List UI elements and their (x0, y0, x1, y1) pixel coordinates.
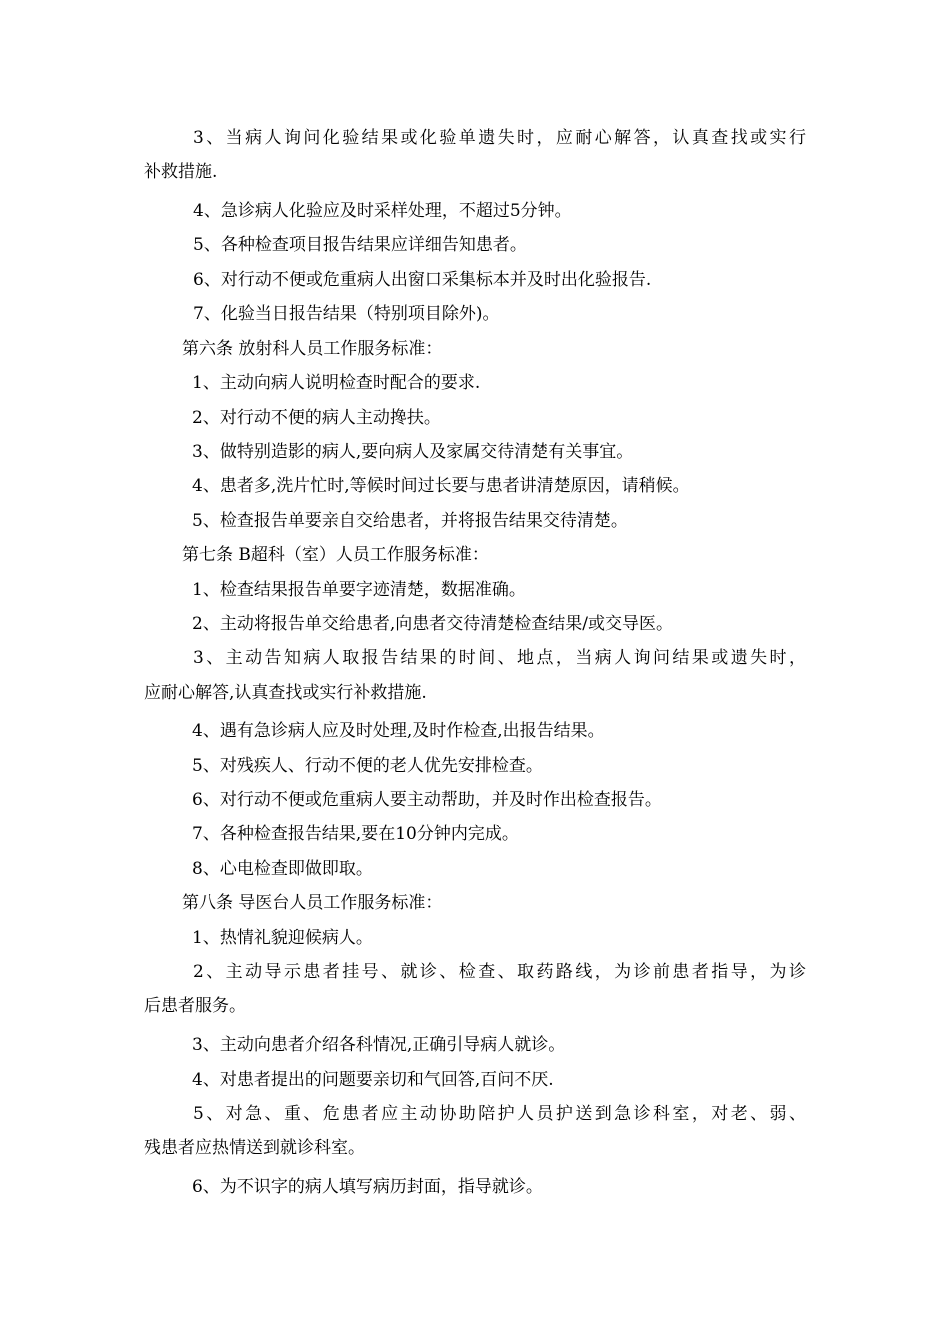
text-line: 1、热情礼貌迎候病人。 (192, 928, 373, 948)
text-line: 2、主动导示患者挂号、就诊、检查、取药路线，为诊前患者指导，为诊 (193, 962, 806, 982)
text-line: 3、做特别造影的病人,要向病人及家属交待清楚有关事宜。 (192, 442, 634, 462)
text-line: 3、主动告知病人取报告结果的时间、地点，当病人询问结果或遗失时， (193, 648, 806, 668)
text-line: 残患者应热情送到就诊科室。 (144, 1138, 365, 1158)
text-line: 后患者服务。 (144, 996, 246, 1016)
text-line: 4、患者多,洗片忙时,等候时间过长要与患者讲清楚原因，请稍候。 (192, 476, 690, 496)
text-line: 7、各种检查报告结果,要在10分钟内完成。 (192, 824, 519, 844)
text-line: 6、对行动不便或危重病人要主动帮助，并及时作出检查报告。 (192, 790, 662, 810)
text-line: 5、各种检查项目报告结果应详细告知患者。 (193, 235, 527, 255)
text-line: 2、对行动不便的病人主动搀扶。 (192, 408, 441, 428)
text-line: 5、对急、重、危患者应主动协助陪护人员护送到急诊科室，对老、弱、 (193, 1104, 806, 1124)
text-line: 3、主动向患者介绍各科情况,正确引导病人就诊。 (192, 1035, 566, 1055)
section-heading: 第七条 B超科（室）人员工作服务标准： (182, 545, 489, 565)
text-line: 6、为不识字的病人填写病历封面，指导就诊。 (192, 1177, 543, 1197)
text-line: 7、化验当日报告结果（特别项目除外)。 (193, 304, 500, 324)
text-line: 1、检查结果报告单要字迹清楚，数据准确。 (192, 580, 526, 600)
text-line: 6、对行动不便或危重病人出窗口采集标本并及时出化验报告. (193, 270, 652, 290)
text-line: 4、对患者提出的问题要亲切和气回答,百问不厌. (192, 1070, 554, 1090)
text-line: 4、急诊病人化验应及时采样处理，不超过5分钟。 (193, 201, 572, 221)
section-heading: 第六条 放射科人员工作服务标准： (182, 339, 443, 359)
section-heading: 第八条 导医台人员工作服务标准： (182, 893, 443, 913)
text-line: 补救措施. (144, 162, 218, 182)
text-line: 8、心电检查即做即取。 (192, 859, 373, 879)
text-line: 4、遇有急诊病人应及时处理,及时作检查,出报告结果。 (192, 721, 605, 741)
text-line: 3、当病人询问化验结果或化验单遗失时，应耐心解答，认真查找或实行 (193, 128, 806, 148)
text-line: 1、主动向病人说明检查时配合的要求. (192, 373, 481, 393)
text-line: 5、检查报告单要亲自交给患者，并将报告结果交待清楚。 (192, 511, 628, 531)
text-line: 5、对残疾人、行动不便的老人优先安排检查。 (192, 756, 543, 776)
text-line: 应耐心解答,认真查找或实行补救措施. (144, 683, 427, 703)
text-line: 2、主动将报告单交给患者,向患者交待清楚检查结果/或交导医。 (192, 614, 673, 634)
